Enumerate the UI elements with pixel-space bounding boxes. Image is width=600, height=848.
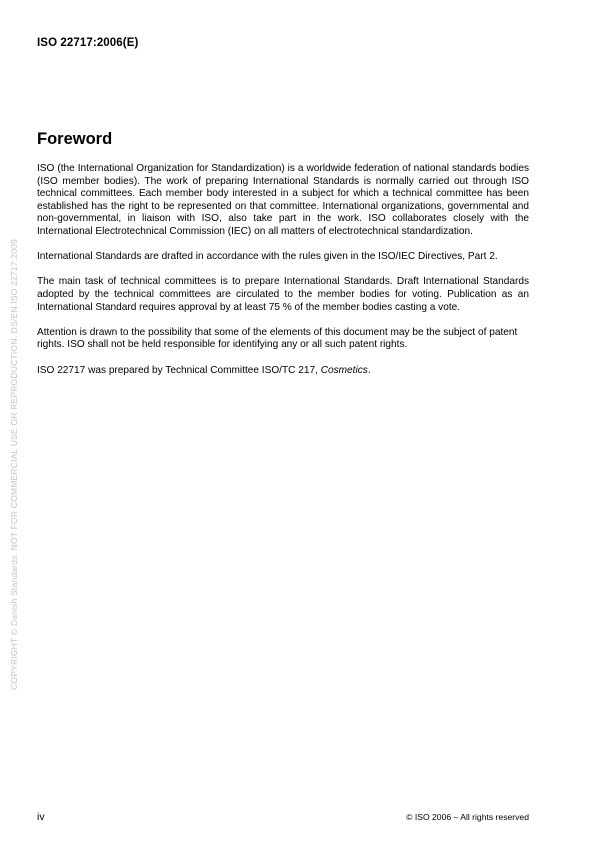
foreword-title: Foreword bbox=[37, 130, 113, 148]
footer-copyright: © ISO 2006 – All rights reserved bbox=[406, 812, 529, 822]
foreword-paragraph-3: The main task of technical committees is to prepare International Standards. Draft International Standards adopted by the technical committees are circulated to the member bodies for voting. Publication as an International Standard requires approval by at least 75 % of the member bodies casting a vote. bbox=[37, 276, 529, 313]
foreword-paragraph-5-prefix: ISO 22717 was prepared by Technical Committee ISO/TC 217, bbox=[37, 364, 321, 376]
foreword-paragraph-2: International Standards are drafted in accordance with the rules given in the ISO/IEC Directives, Part 2. bbox=[37, 251, 498, 263]
committee-name-emphasis: Cosmetics bbox=[320, 364, 368, 376]
foreword-body bbox=[37, 163, 529, 390]
foreword-paragraph-4: Attention is drawn to the possibility that some of the elements of this document may be the subject of patent rights. ISO shall not be held responsible for identifying any or all such patent rights. bbox=[37, 326, 518, 351]
foreword-paragraph-5-suffix: . bbox=[367, 364, 371, 376]
foreword-paragraph-5 bbox=[37, 365, 529, 378]
page-number: iv bbox=[37, 811, 45, 823]
document-header-standard-id: ISO 22717:2006(E) bbox=[37, 37, 139, 49]
foreword-paragraph-1: ISO (the International Organization for Standardization) is a worldwide federation of national standards bodies (ISO member bodies). The work of preparing International Standards is normally carried out through ISO technical committees. Each member body interested in a subject for which a technical committee has been established has the right to be represented on that committee. International organizations, governmental and non-governmental, in liaison with ISO, also take part in the work. ISO collaborates closely with the International Electrotechnical Commission (IEC) on all matters of electrotechnical standardization. bbox=[37, 163, 529, 237]
copyright-watermark: COPYRIGHT © Danish Standards. NOT FOR COMMERCIAL USE OR REPRODUCTION. DS/EN ISO 22717:2009 bbox=[9, 239, 19, 690]
